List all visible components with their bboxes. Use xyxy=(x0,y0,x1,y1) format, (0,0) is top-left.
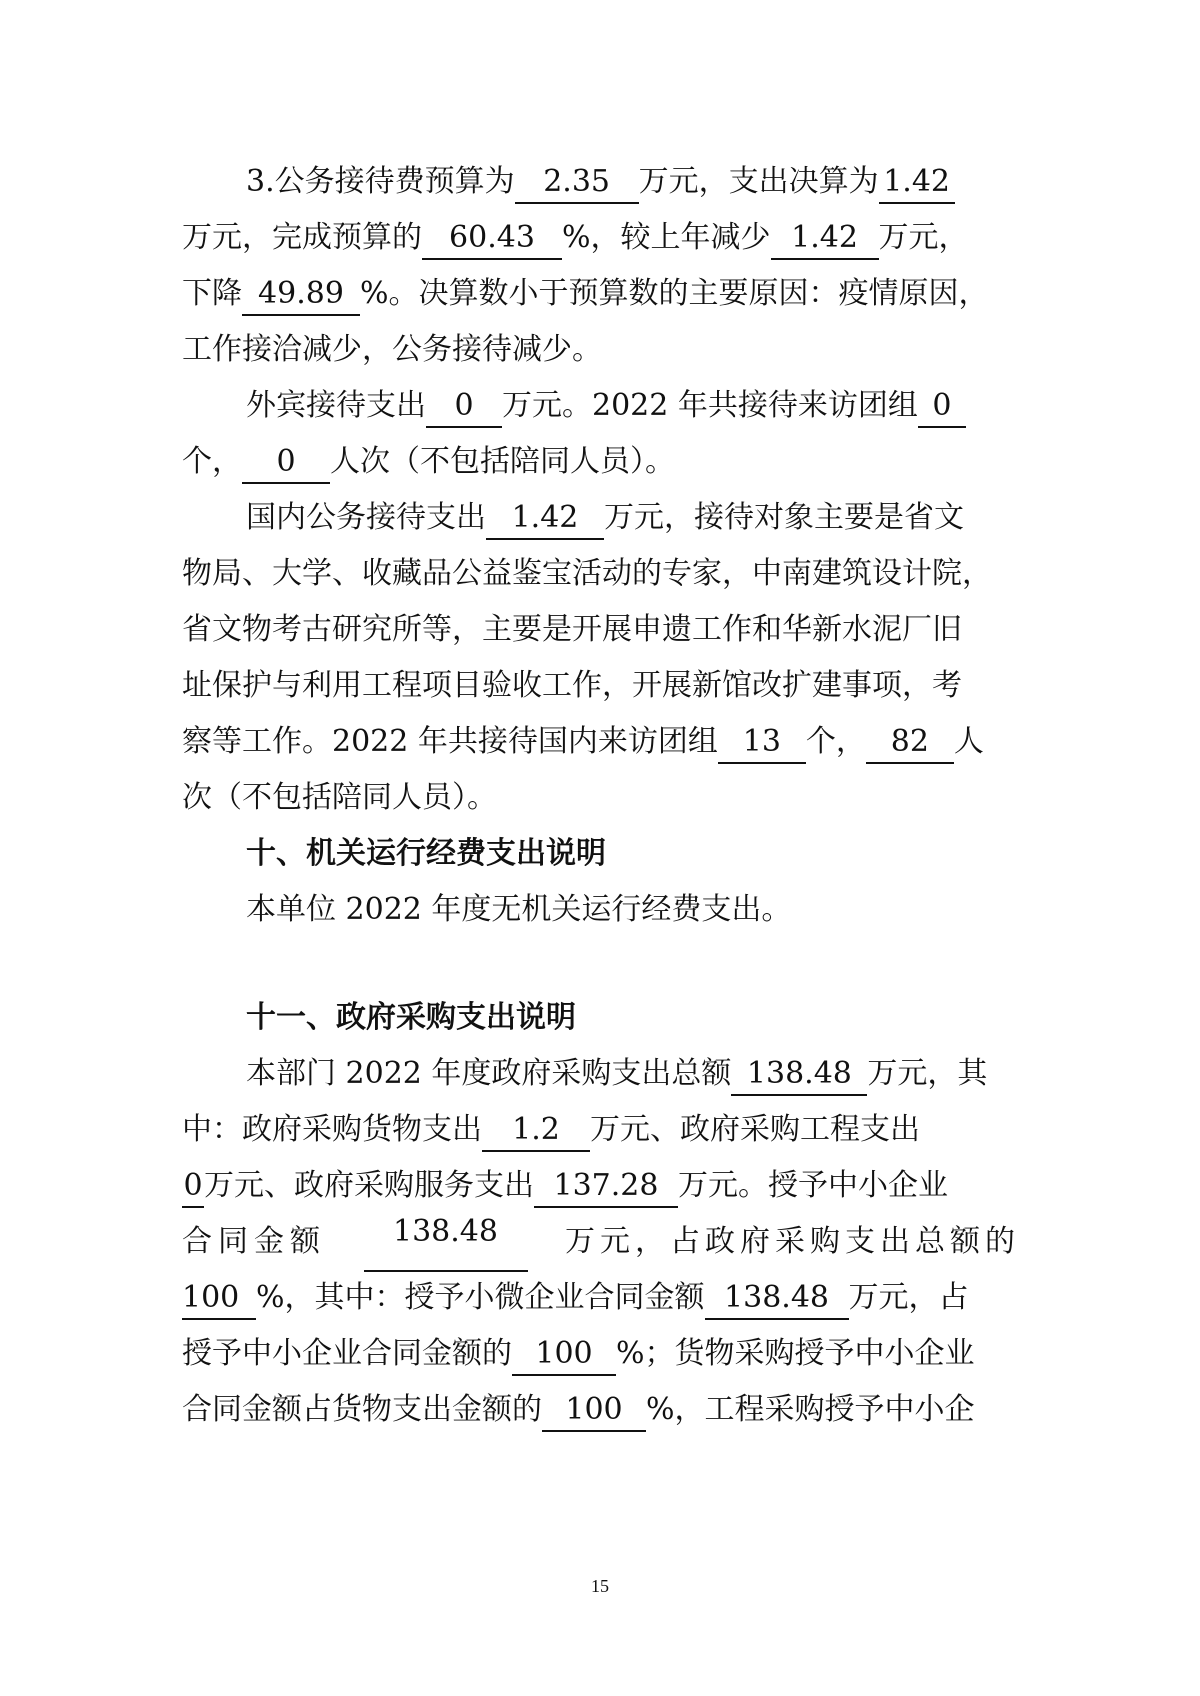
procurement-line-7 xyxy=(182,1380,1020,1440)
decrease-rate-value: 49.89 xyxy=(242,274,360,316)
goods-sme-share-value: 100 xyxy=(542,1390,646,1432)
text-segment: 人 xyxy=(953,724,984,759)
text-segment: 本部门 2022 年度政府采购支出总额 xyxy=(246,1056,732,1091)
procurement-total-value: 138.48 xyxy=(731,1054,867,1096)
reception-line-4: 工作接洽减少，公务接待减少。 xyxy=(182,332,602,367)
completion-rate-value: 60.43 xyxy=(422,218,562,260)
procurement-line-3 xyxy=(182,1156,1020,1216)
procurement-line-6 xyxy=(182,1324,1020,1384)
page-number: 15 xyxy=(591,1576,609,1596)
text-segment: 万元，接待对象主要是省文 xyxy=(604,500,964,535)
foreign-expense-value: 0 xyxy=(426,386,502,428)
text-segment: 万元、政府采购工程支出 xyxy=(590,1112,920,1147)
domestic-line-1 xyxy=(246,488,1020,548)
text-segment: %；货物采购授予中小企业 xyxy=(616,1336,975,1371)
text-segment: %。决算数小于预算数的主要原因：疫情原因， xyxy=(360,276,989,311)
budget-value: 2.35 xyxy=(515,162,639,204)
text-segment: %，较上年减少 xyxy=(562,220,771,255)
reception-line-1 xyxy=(246,152,1020,212)
domestic-line-5 xyxy=(182,712,1020,772)
text-segment: 万元。授予中小企业 xyxy=(678,1168,948,1203)
domestic-line-4: 址保护与利用工程项目验收工作，开展新馆改扩建事项，考 xyxy=(182,668,962,703)
domestic-persons-value: 82 xyxy=(866,722,954,764)
section-10-text: 本单位 2022 年度无机关运行经费支出。 xyxy=(246,892,792,927)
text-segment: 万元，其 xyxy=(867,1056,988,1091)
text-segment: 万元， xyxy=(878,220,969,255)
text-segment: 万元，占 xyxy=(848,1280,969,1315)
text-segment: %，其中：授予小微企业合同金额 xyxy=(256,1280,705,1315)
engineering-expense-value: 0 xyxy=(182,1166,204,1208)
text-segment: 万元。2022 年共接待来访团组 xyxy=(502,388,918,423)
procurement-line-2 xyxy=(182,1100,1020,1160)
foreign-line-2 xyxy=(182,432,1020,492)
text-segment: 下降 xyxy=(182,276,242,311)
micro-enterprise-contract-value: 138.48 xyxy=(705,1278,849,1320)
foreign-persons-value: 0 xyxy=(242,442,330,484)
text-segment: 人次（不包括陪同人员）。 xyxy=(330,444,675,479)
text-segment: %，工程采购授予中小企 xyxy=(646,1392,975,1427)
section-10-heading: 十、机关运行经费支出说明 xyxy=(246,836,606,871)
domestic-line-2: 物局、大学、收藏品公益鉴宝活动的专家，中南建筑设计院， xyxy=(182,556,992,591)
foreign-groups-value: 0 xyxy=(918,386,966,428)
procurement-line-5 xyxy=(182,1268,1020,1328)
domestic-groups-value: 13 xyxy=(718,722,806,764)
reception-line-2 xyxy=(182,208,1020,268)
domestic-line-6: 次（不包括陪同人员）。 xyxy=(182,780,497,815)
decrease-amount-value: 1.42 xyxy=(771,218,879,260)
text-segment: 授予中小企业合同金额的 xyxy=(182,1336,512,1371)
text-segment: 3.公务接待费预算为 xyxy=(246,164,515,199)
micro-share-value: 100 xyxy=(512,1334,616,1376)
text-segment: 国内公务接待支出 xyxy=(246,500,486,535)
sme-share-value: 100 xyxy=(182,1278,256,1320)
text-segment: 合同金额 xyxy=(182,1224,326,1259)
procurement-line-1 xyxy=(246,1044,1020,1104)
domestic-line-3: 省文物考古研究所等，主要是开展申遗工作和华新水泥厂旧 xyxy=(182,612,962,647)
domestic-expense-value: 1.42 xyxy=(486,498,604,540)
reception-line-3 xyxy=(182,264,1020,324)
text-segment: 外宾接待支出 xyxy=(246,388,426,423)
section-11-heading: 十一、政府采购支出说明 xyxy=(246,1000,576,1035)
text-segment: 合同金额占货物支出金额的 xyxy=(182,1392,542,1427)
text-segment: 个， xyxy=(805,724,866,759)
foreign-line-1 xyxy=(246,376,1020,436)
goods-expense-value: 1.2 xyxy=(482,1110,590,1152)
services-expense-value: 137.28 xyxy=(534,1166,678,1208)
text-segment: 个， xyxy=(182,444,242,479)
text-segment: 万元，完成预算的 xyxy=(182,220,422,255)
text-segment: 察等工作。2022 年共接待国内来访团组 xyxy=(182,724,718,759)
text-segment: 万元，占政府采购支出总额的 xyxy=(565,1224,1020,1259)
text-segment: 万元，支出决算为 xyxy=(638,164,879,199)
sme-contract-value: 138.48 xyxy=(364,1212,528,1272)
procurement-line-4 xyxy=(182,1212,1020,1272)
actual-value: 1.42 xyxy=(879,162,955,204)
text-segment: 中：政府采购货物支出 xyxy=(182,1112,482,1147)
text-segment: 万元、政府采购服务支出 xyxy=(204,1168,534,1203)
